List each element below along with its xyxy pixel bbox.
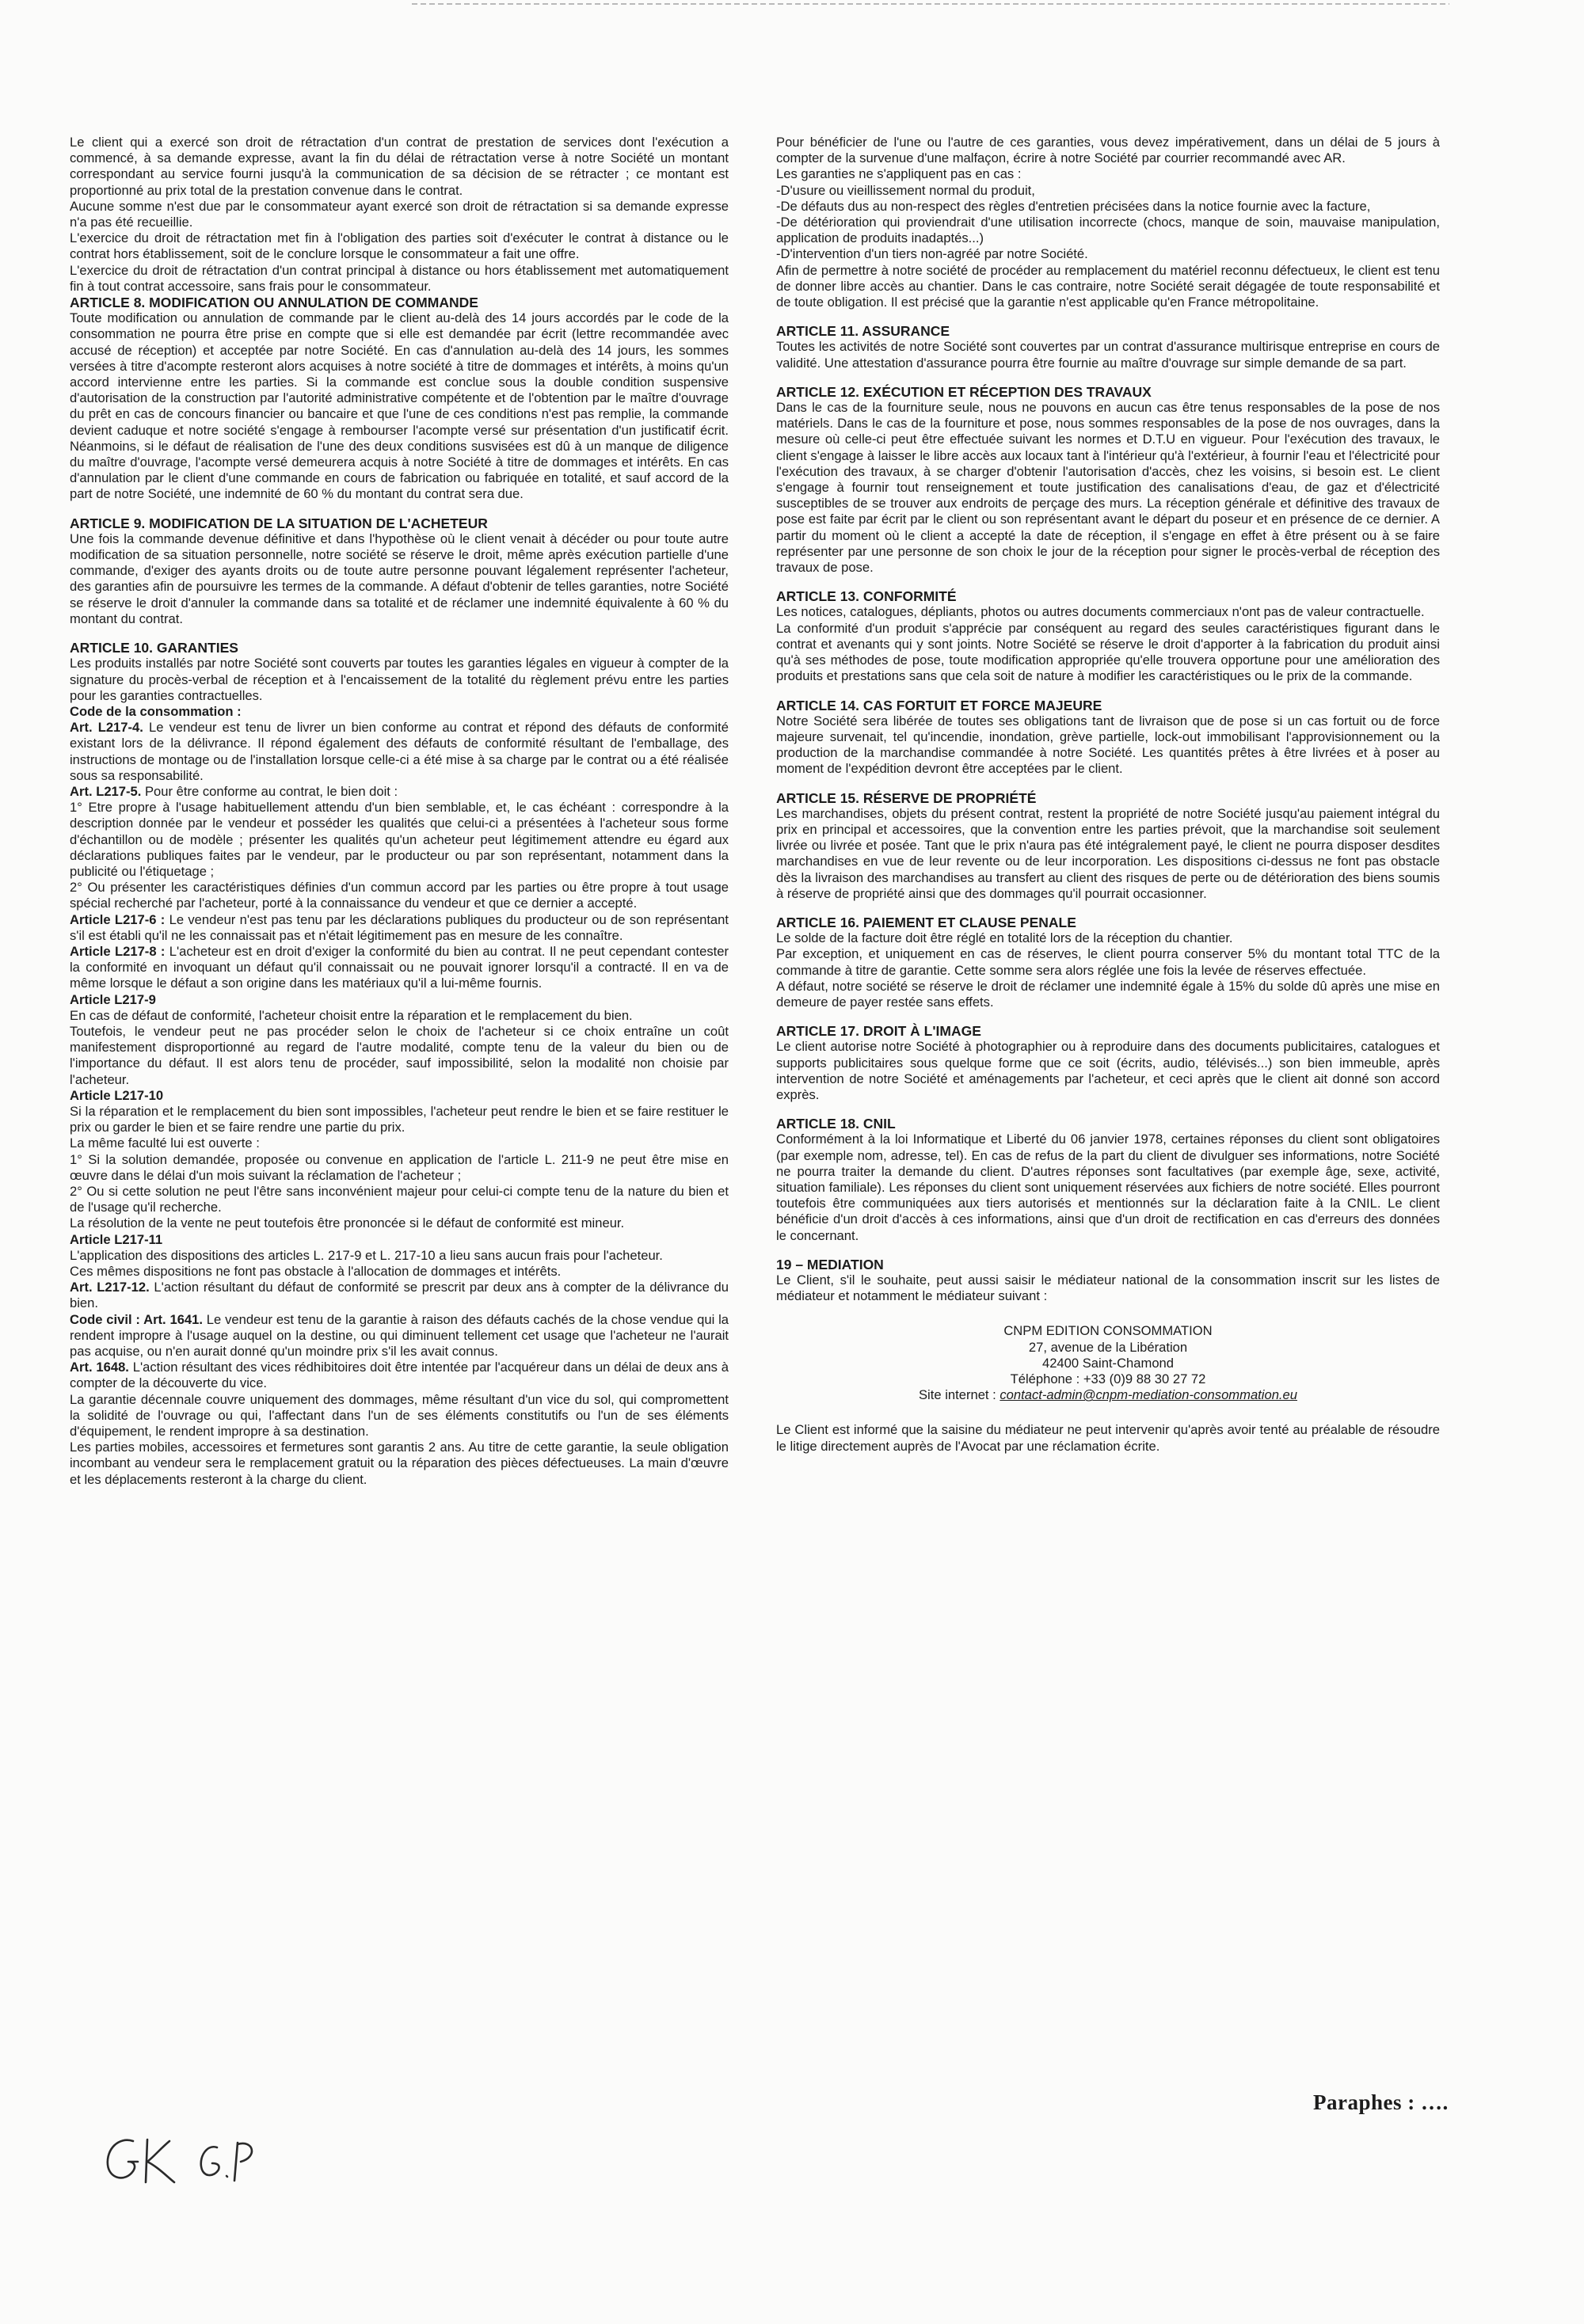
article-title: ARTICLE 12. EXÉCUTION ET RÉCEPTION DES TRAVAUX — [776, 383, 1152, 400]
article-10-continued — [776, 135, 1440, 310]
code-article-text: 1° Si la solution demandée, proposée ou convenue en application de l'article L. 211-9 ne peut être mise en œuvre dans le délai d'un mois suivant la réclamation de l'acheteur ; — [70, 1151, 729, 1183]
code-article — [70, 1264, 729, 1280]
right-column — [776, 135, 1440, 1455]
code-article-text: Ces mêmes dispositions ne font pas obstacle à l'allocation de dommages et intérêts. — [70, 1264, 562, 1280]
left-column — [70, 135, 729, 1501]
code-article-ref: Art. L217-4. — [70, 720, 143, 736]
code-article-text: L'acheteur est en droit d'exiger la conformité du bien au contrat. Il ne peut cependant contester la conformité en invoquant un défaut qu'il connaissait ou ne pouvait ignorer lorsqu'il a contracté. Il en va de même lorsque le défaut a son origine dans les matériaux qu'il a lui-même fournis. — [70, 943, 729, 991]
intro-paragraph: L'exercice du droit de rétractation met fin à l'obligation des parties soit d'exécuter le contrat à distance ou le contrat hors établissement, soit de le conclure lorsque le consommateur a fait une offre. — [70, 230, 729, 262]
handwritten-initials — [101, 2130, 291, 2193]
code-article — [70, 784, 729, 800]
code-article — [70, 1152, 729, 1184]
code-article-text: 2° Ou si cette solution ne peut l'être sans inconvénient majeur pour celui-ci compte tenu de la nature du bien et de l'usage qu'il recherche. — [70, 1184, 729, 1215]
paraphes-label: Paraphes : …. — [1313, 2090, 1449, 2114]
article-text: Les marchandises, objets du présent contrat, restent la propriété de notre Société jusqu'au paiement intégral du prix en principal et accessoires, que la convention entre les parties prévoit, que la marchandise soit seulement livrée ou livrée et posée. Tant que le prix n'aura pas été intégralement payé, le client ne pourra disposer desdites marchandises en vue de leur revente ou de leur incorporation. Les dispositions ci-dessus ne font pas obstacle dès la livraison des marchandises au transfert au client des risques de perte ou de détérioration des biens soumis à réserve de propriété ainsi que des dommages qu'il pourrait occasionner. — [776, 805, 1440, 901]
code-article — [70, 1104, 729, 1135]
article-title: ARTICLE 15. RÉSERVE DE PROPRIÉTÉ — [776, 789, 1037, 806]
article-15 — [776, 790, 1440, 902]
code-article — [70, 992, 729, 1008]
intro-paragraph: Le client qui a exercé son droit de rétractation d'un contrat de prestation de services dont l'exécution a commencé, à sa demande expresse, avant la fin du délai de rétractation verse à notre Société un montant correspondant au service fourni jusqu'à la communication de sa décision de se rétracter ; ce montant est proportionné au prix total de la prestation convenue dans le contrat. — [70, 135, 729, 198]
mediator-name: CNPM EDITION CONSOMMATION — [1003, 1323, 1213, 1339]
mediator-city: 42400 Saint-Chamond — [1041, 1355, 1175, 1371]
code-article-ref: Article L217-10 — [70, 1087, 164, 1103]
code-article — [70, 1024, 729, 1088]
code-article-text: La même faculté lui est ouverte : — [70, 1135, 260, 1151]
code-article-ref: Art. L217-5. — [70, 783, 142, 799]
intro-paragraph: L'exercice du droit de rétractation d'un contrat principal à distance ou hors établissement met automatiquement fin à tout contrat accessoire, sans frais pour le consommateur. — [70, 262, 729, 294]
mediator-site-link[interactable]: contact-admin@cnpm-mediation-consommation.eu — [1000, 1387, 1297, 1403]
article-title: ARTICLE 11. ASSURANCE — [776, 323, 950, 340]
code-article — [70, 1135, 729, 1151]
code-article-text: Toutefois, le vendeur peut ne pas procéder selon le choix de l'acheteur si ce choix entraîne un coût manifestement disproportionné au regard de l'autre modalité, compte tenu de la valeur du bien ou de l'importance du défaut. Il est alors tenu de procéder, sauf impossibilité, selon la modalité non choisie par l'acheteur. — [70, 1023, 729, 1087]
warranty-exclusion: -De détérioration qui proviendrait d'une utilisation incorrecte (chocs, manque de soin, mauvaise manipulation, application de produits inadaptés...) — [776, 215, 1440, 246]
article-text: Dans le cas de la fourniture seule, nous ne pouvons en aucun cas être tenus responsables de la pose de nos matériels. Dans le cas de la fourniture et pose, nous sommes responsables de la pose de nos ouvrages, dans la mesure où celle-ci peut être effectuée suivant les normes et D.T.U en vigueur. Pour l'exécution des travaux, le client s'engage à laisser le libre accès aux locaux tant à l'intérieur qu'à l'extérieur, à fournir l'eau et l'électricité pour l'exécution des travaux, à se charger d'obtenir l'autorisation d'accès, chez les voisins, si besoin est. Le client s'engage à fournir tout renseignement et toute justification des canalisations d'eau, de gaz et d'électricité susceptibles de se trouver aux endroits de perçage des murs. La réception générale et définitive des travaux de pose est faite par écrit par le client ou son représentant avant le départ du poseur et en présence de ce dernier. A partir du moment où le client a accepté la date de réception, il s'engage en effet à être présent ou à se faire représenter par une personne de son choix le jour de la réception pour signer le procès-verbal de réception des travaux de pose. — [776, 400, 1440, 576]
warranty-exclusion: -D'intervention d'un tiers non-agréé par notre Société. — [776, 246, 1088, 262]
article-11 — [776, 323, 1440, 371]
article-text: Toute modification ou annulation de commande par le client au-delà des 14 jours accordés par le code de la consommation ne pourra être prise en compte que si elle est demandée par écrit (lettre recommandée avec accusé de réception) et acceptée par notre Société. En cas d'annulation au-delà des 14 jours, les sommes versées à titre d'acompte resteront alors acquises à notre société à titre de dommages et intérêts, à moins qu'un accord intervienne entre les parties. Si la commande est conclue sous la double condition suspensive d'autorisation de la construction par l'autorité administrative compétente et de l'obtention par le maître d'ouvrage du prêt en cas de concours financier ou bancaire et que l'une de ces conditions n'est pas remplie, la commande devient caduque et notre société s'engage à rembourser l'acompte versé sur présentation d'un justificatif écrit. Néanmoins, si le défaut de réalisation de l'une des deux conditions susvisées est dû à un manque de diligence du maître d'ouvrage, l'acompte versé demeurera acquis à notre Société à titre de dommages et intérêts. En cas d'annulation par le client d'une commande en cours de fabrication ou fabriquée en totalité, et sauf accord de la part de notre Société, une indemnité de 60 % du montant du contrat sera due. — [70, 310, 729, 502]
code-article-text: Pour être conforme au contrat, le bien doit : — [141, 783, 398, 799]
article-text: Une fois la commande devenue définitive et dans l'hypothèse où le client venait à décéder ou pour toute autre modification de sa situation personnelle, notre société se réserve le droit, même après exécution partielle d'une commande, d'exiger des ayants droits ou de toute autre personne pouvant légalement représenter l'acheteur, des garanties afin de poursuivre les termes de la commande. A défaut d'obtenir de telles garanties, notre Société se réserve le droit d'annuler la commande dans sa totalité et de réclamer une indemnité équivalente à 60 % du montant du contrat. — [70, 531, 729, 626]
article-12 — [776, 384, 1440, 576]
warranty-paragraph: Les garanties ne s'appliquent pas en cas : — [776, 166, 1022, 182]
article-text: Le Client, s'il le souhaite, peut aussi saisir le médiateur national de la consommation inscrit sur les listes de médiateur et notamment le médiateur suivant : — [776, 1272, 1440, 1304]
code-article — [70, 1008, 729, 1024]
code-article — [70, 1215, 729, 1231]
code-article-text: L'action résultant des vices rédhibitoires doit être intentée par l'acquéreur dans un délai de deux ans à compter de la découverte du vice. — [70, 1360, 729, 1391]
code-article-text: Le vendeur est tenu de la garantie à raison des défauts cachés de la chose vendue qui la rendent impropre à l'usage auquel on la destine, ou qui diminuent tellement cet usage que l'acheteur ne l'aurait pas acquise, ou n'en aurait donné qu'un moindre prix s'il les avait connus. — [70, 1311, 729, 1360]
article-title: ARTICLE 8. MODIFICATION OU ANNULATION DE COMMANDE — [70, 295, 478, 311]
article-19 — [776, 1257, 1440, 1305]
article-title: ARTICLE 18. CNIL — [776, 1116, 896, 1132]
code-article-text: Le vendeur est tenu de livrer un bien conforme au contrat et répond des défauts de conformité existant lors de la délivrance. Il répond également des défauts de conformité résultant de l'emballage, des instructions de montage ou de l'installation lorsque celle-ci a été mise à sa charge par le contrat ou a été réalisée sous sa responsabilité. — [70, 720, 729, 783]
article-text: A défaut, notre société se réserve le droit de réclamer une indemnité égale à 15% du solde dû après une mise en demeure de payer restée sans effets. — [776, 978, 1440, 1010]
article-title: 19 – MEDIATION — [776, 1256, 884, 1272]
article-9 — [70, 515, 729, 627]
code-article-ref: Article L217-8 : — [70, 943, 166, 959]
code-article — [70, 1440, 729, 1488]
code-article — [70, 1088, 729, 1104]
code-article — [70, 880, 729, 911]
code-article-ref: Article L217-9 — [70, 991, 156, 1007]
article-title: ARTICLE 9. MODIFICATION DE LA SITUATION DE L'ACHETEUR — [70, 515, 488, 531]
code-article — [70, 1392, 729, 1440]
article-title: ARTICLE 13. CONFORMITÉ — [776, 588, 957, 605]
code-article-text: La résolution de la vente ne peut toutefois être prononcée si le défaut de conformité est mineur. — [70, 1215, 625, 1231]
scan-edge-line — [412, 3, 1449, 5]
article-text: Les produits installés par notre Société sont couverts par toutes les garanties légales en vigueur à compter de la signature du procès-verbal de réception et à l'encaissement de la totalité du règlement prévu entre les parties pour les garanties contractuelles. — [70, 656, 729, 703]
article-title: ARTICLE 17. DROIT À L'IMAGE — [776, 1023, 981, 1040]
article-14 — [776, 698, 1440, 778]
article-10 — [70, 640, 729, 1488]
article-text: Toutes les activités de notre Société sont couvertes par un contrat d'assurance multirisque entreprise en cours de validité. Une attestation d'assurance pourra être fournie au maître d'ouvrage sur simple demande de sa part. — [776, 339, 1440, 371]
article-text: Conformément à la loi Informatique et Liberté du 06 janvier 1978, certaines réponses du client sont obligatoires (par exemple nom, adresse, tel). En cas de refus de la part du client de divulguer ses informations, notre Société ne pourra traiter la demande du client. D'autres réponses sont facultatives (par exemple âge, sexe, activité, situation familiale). Les réponses du client sont uniquement réservées aux fichiers de notre société. Elles pourront toutefois être communiquées aux tiers autorisés et mentionnés sur la déclaration faite à la CNIL. Le client bénéficie d'un droit d'accès à ces informations, ainsi que d'un droit de rectification en cas d'erreurs des données le concernant. — [776, 1132, 1440, 1243]
warranty-exclusion: -De défauts dus au non-respect des règles d'entretien précisées dans la notice fournie avec la facture, — [776, 198, 1371, 214]
code-article-text: L'application des dispositions des articles L. 217-9 et L. 217-10 a lieu sans aucun frais pour l'acheteur. — [70, 1247, 663, 1263]
mediator-phone: Téléphone : +33 (0)9 88 30 27 72 — [1010, 1371, 1206, 1387]
code-article — [70, 944, 729, 992]
code-article — [70, 1360, 729, 1391]
code-article-text: 1° Etre propre à l'usage habituellement attendu d'un bien semblable, et, le cas échéant : correspondre à la description donnée par le vendeur et posséder les qualités que celui-ci a présentées à l'acheteur sous forme d'échantillon ou de modèle ; présenter les qualités qu'un acheteur peut légitimement attendre eu égard aux déclarations publiques faites par le vendeur, par le producteur ou par son représentant, notamment dans la publicité ou l'étiquetage ; — [70, 800, 729, 879]
article-text: Les notices, catalogues, dépliants, photos ou autres documents commerciaux n'ont pas de valeur contractuelle. — [776, 604, 1425, 620]
code-article-ref: Article L217-6 : — [70, 911, 166, 927]
mediator-site-label: Site internet : — [918, 1387, 1000, 1403]
code-article-ref: Art. 1648. — [70, 1360, 129, 1375]
code-article-text: La garantie décennale couvre uniquement des dommages, même résultant d'un vice du sol, qui compromettent la solidité de l'ouvrage ou qui, l'affectant dans l'un de ses éléments constitutifs ou l'un de ses éléments d'équipement, le rendent impropre à sa destination. — [70, 1391, 729, 1440]
article-text: Par exception, et uniquement en cas de réserves, le client pourra conserver 5% du montant total TTC de la commande à titre de garantie. Cette somme sera alors réglée une fois la levée de réserves effectuée. — [776, 946, 1440, 978]
warranty-paragraph: Pour bénéficier de l'une ou l'autre de ces garanties, vous devez impérativement, dans un délai de 5 jours à compter de la survenue d'une malfaçon, écrire à notre Société par courrier recommandé avec AR. — [776, 135, 1440, 166]
article-13 — [776, 588, 1440, 684]
mediator-street: 27, avenue de la Libération — [1028, 1339, 1188, 1355]
code-article — [70, 1248, 729, 1264]
code-article-ref: Code civil : Art. 1641. — [70, 1311, 203, 1327]
code-article-text: Le vendeur n'est pas tenu par les déclarations publiques du producteur ou de son représentant s'il est établi qu'il ne les connaissait pas et n'était légitimement pas en mesure de les connaître. — [70, 911, 729, 943]
article-16 — [776, 915, 1440, 1010]
warranty-paragraph: Afin de permettre à notre société de procéder au remplacement du matériel reconnu défectueux, le client est tenu de donner libre accès au chantier. Dans le cas contraire, notre Société serait dégagée de toute responsabilité et de toute obligation. Il est précisé que la garantie n'est applicable qu'en France métropolitaine. — [776, 262, 1440, 310]
code-article-ref: Art. L217-12. — [70, 1280, 150, 1295]
code-article — [70, 912, 729, 944]
article-17 — [776, 1023, 1440, 1103]
warranty-exclusion: -D'usure ou vieillissement normal du produit, — [776, 182, 1035, 198]
code-article-text: Les parties mobiles, accessoires et fermetures sont garantis 2 ans. Au titre de cette garantie, la seule obligation incombant au vendeur sera le remplacement gratuit ou la réparation des pièces défectueuses. La main d'œuvre et les déplacements resteront à la charge du client. — [70, 1440, 729, 1487]
article-text: Le solde de la facture doit être réglé en totalité lors de la réception du chantier. — [776, 930, 1233, 946]
article-text: Notre Société sera libérée de toutes ses obligations tant de livraison que de pose si un cas fortuit ou de force majeure survenait, tel qu'incendie, inondation, grève partielle, lock-out immobilisant l'approvisionnement ou la production de la marchandise commandée à notre Société. Les quantités prêtes à être livrées et à poser au moment de l'expédition devront être acceptées par le client. — [776, 713, 1440, 777]
article-text: La conformité d'un produit s'apprécie par conséquent au regard des seules caractéristiques figurant dans le contrat et avenants qui y sont joints. Notre Société se réserve le droit d'apporter à la fabrication du produit ainsi qu'à ses méthodes de pose, toute modification appropriée qu'elle trouvera opportune pour une amélioration des produits et prestations sans que cela soit de nature à modifier les caractéristiques ou le prix de la commande. — [776, 620, 1440, 684]
code-article — [70, 1312, 729, 1360]
code-article — [70, 1184, 729, 1215]
article-8 — [70, 295, 729, 503]
code-article — [70, 1232, 729, 1248]
code-article — [70, 720, 729, 784]
article-title: ARTICLE 14. CAS FORTUIT ET FORCE MAJEURE — [776, 697, 1102, 713]
article-text: Le client autorise notre Société à photographier ou à reproduire dans des documents publicitaires, catalogues et supports publicitaires sous quelque forme que ce soit (écrits, audio, télévisés...) son bien immeuble, après intervention de notre Société et aménagements par l'acheteur, et ceci après que le client ait donné son accord exprès. — [776, 1039, 1440, 1102]
article-title: ARTICLE 10. GARANTIES — [70, 640, 238, 656]
closing-paragraph: Le Client est informé que la saisine du médiateur ne peut intervenir qu'après avoir tenté au préalable de résoudre le litige directement auprès de l'Avocat par une réclamation écrite. — [776, 1422, 1440, 1454]
code-article-text: 2° Ou présenter les caractéristiques définies d'un commun accord par les parties ou être propre à tout usage spécial recherché par l'acheteur, porté à la connaissance du vendeur et que ce dernier a accepté. — [70, 880, 729, 911]
code-items-list — [70, 720, 729, 1488]
mediator-address — [776, 1323, 1440, 1403]
code-article-text: Si la réparation et le remplacement du bien sont impossibles, l'acheteur peut rendre le bien et se faire restituer le prix ou garder le bien et se faire rendre une partie du prix. — [70, 1103, 729, 1135]
code-article — [70, 800, 729, 880]
code-consommation-heading: Code de la consommation : — [70, 703, 242, 719]
intro-paragraph: Aucune somme n'est due par le consommateur ayant exercé son droit de rétractation si sa demande expresse n'a pas été recueillie. — [70, 198, 729, 230]
article-18 — [776, 1116, 1440, 1244]
code-article — [70, 1280, 729, 1311]
code-article-ref: Article L217-11 — [70, 1231, 163, 1247]
article-title: ARTICLE 16. PAIEMENT ET CLAUSE PENALE — [776, 914, 1076, 930]
mediator-site-line — [776, 1387, 1440, 1403]
code-article-text: En cas de défaut de conformité, l'acheteur choisit entre la réparation et le remplacement du bien. — [70, 1007, 633, 1023]
code-article-text: L'action résultant du défaut de conformité se prescrit par deux ans à compter de la délivrance du bien. — [70, 1280, 729, 1311]
